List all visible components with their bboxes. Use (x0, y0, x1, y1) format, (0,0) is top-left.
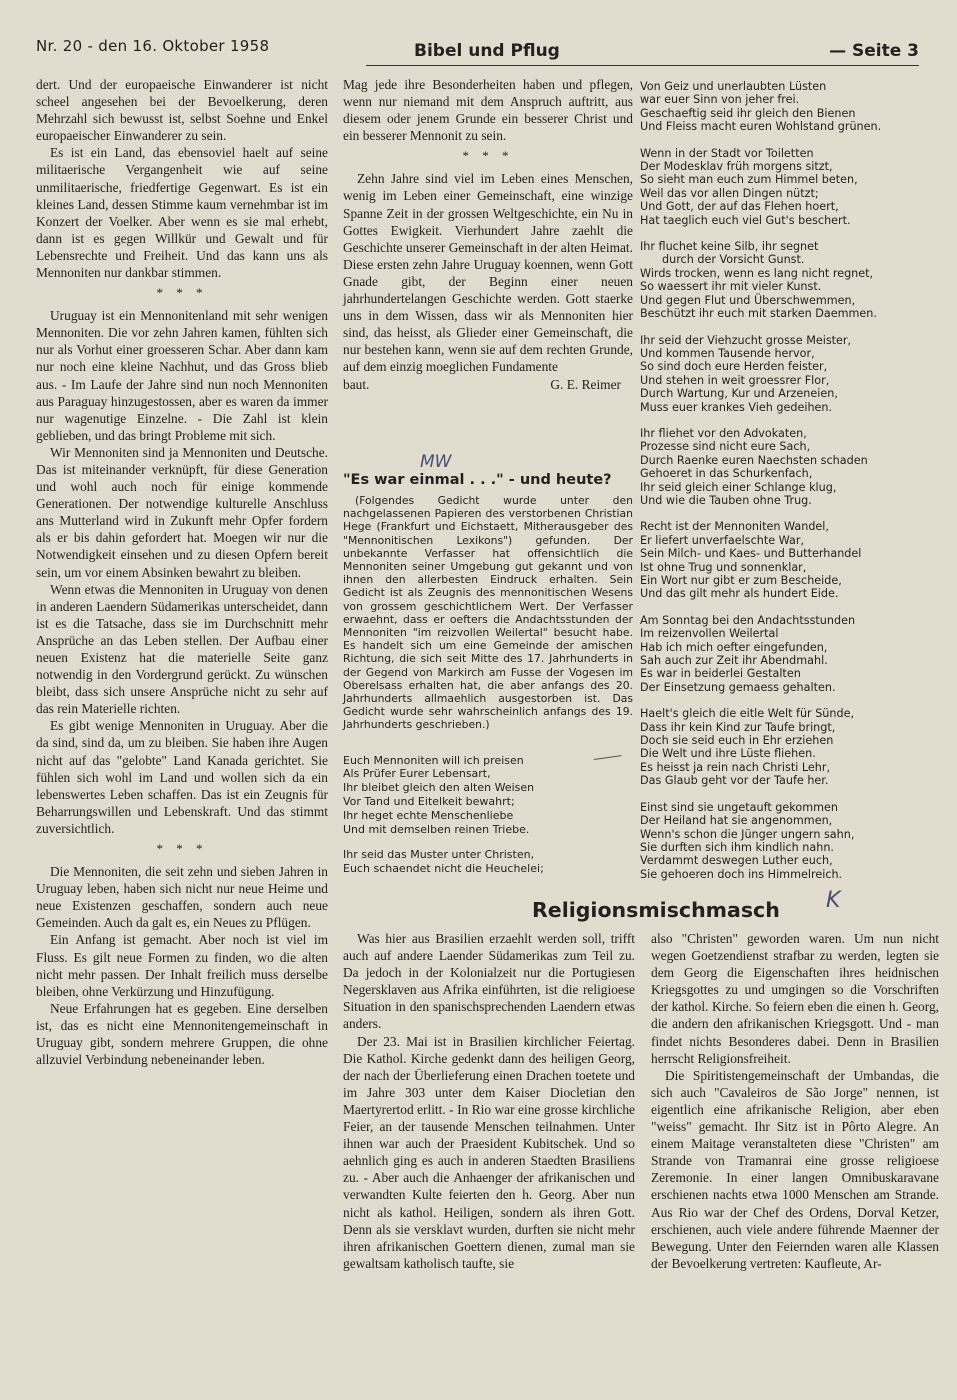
religion-article-right (651, 930, 939, 1272)
paragraph: Neue Erfahrungen hat es gegeben. Eine derselben ist, das es nicht eine Mennonitengemeinschaft in Uruguay gibt, sondern mehrere Gruppen, die ohne allzuviel Verbindung nebeneinander leben. (36, 1000, 328, 1068)
poem-line: Weil das vor allen Dingen nützt; (640, 186, 819, 200)
poem-line: Der Einsetzung gemaess gehalten. (640, 680, 836, 694)
poem-line: Ihr fliehet vor den Advokaten, (640, 426, 807, 440)
poem-line: Und Gott, der auf das Flehen hoert, (640, 200, 839, 214)
poem-line: Es heisst ja rein nach Christi Lehr, (640, 760, 831, 774)
poem-continuation (640, 80, 922, 894)
poem-line: Und Fleiss macht euren Wohlstand grünen. (640, 120, 882, 134)
poem-line: Sie gehoeren doch ins Himmelreich. (640, 867, 843, 881)
article-signature-row (343, 376, 633, 393)
poem-line: Einst sind sie ungetauft gekommen (640, 800, 838, 814)
poem-line: Prozesse sind nicht eure Sach, (640, 440, 811, 454)
paragraph: Es ist ein Land, das ebensoviel haelt auf seine militaerische Vergangenheit wie auf seine unmilitaerische, friedfertige Gegenwart. Es ist ein kleines Land, dessen Stimme kaum vernehmbar ist im Konzert der Voelker. Aber wenn es sie mal erhebt, dann ist es gegen Willkür und Gewalt und für Lebensrechte und Freiheit. Und das kann uns als Mennoniten nur dankbar stimmen. (36, 145, 328, 281)
paragraph: Der 23. Mai ist in Brasilien kirchlicher Feiertag. Die Kathol. Kirche gedenkt dann des heiligen Georg, der nach der Überlieferung einen Drachen toetete und im Jahre 303 unter dem Kaiser Diocletian den Maertyrertod erlitt. - In Rio war eine grosse kirchliche Feier, an der tausende Menschen teilnahmen. Unter ihnen war auch der Praesident Kubitschek. Und so aehnlich ging es auch in anderen Staedten Brasiliens zu. - Aber auch die Anhaenger der afrikanischen und verwandten Kulte feierten den h. Georg. Aber nun nicht als kathol. Heiligen, sondern als ihren Gott. Denn als sie versklavt wurden, durften sie nicht mehr ihren afrikanischen Goettern dienen, zumal man sie gewaltsam katholisch taufte, sie (343, 1033, 635, 1271)
poem-stanza (640, 147, 922, 227)
poem-line: Beschützt ihr euch mit starken Daemmen. (640, 307, 877, 321)
article-column-1 (36, 76, 328, 1068)
poem-stanza (640, 240, 922, 320)
poem-line: Und wie die Tauben ohne Trug. (640, 493, 812, 507)
poem-line: Die Welt und ihre Lüste fliehen. (640, 747, 816, 761)
poem-line: Ihr heget echte Menschenliebe (343, 808, 514, 822)
poem-line: Euch schaendet nicht die Heuchelei; (343, 862, 544, 876)
poem-stanza (343, 754, 633, 837)
poem-stanza (343, 848, 633, 876)
poem-line: Dass ihr kein Kind zur Taufe bringt, (640, 720, 836, 734)
poem-line: So sieht man euch zum Himmel beten, (640, 173, 858, 187)
poem-line: Durch Wartung, Kur und Arzeneien, (640, 387, 838, 401)
poem-line: Ihr seid gleich einer Schlange klug, (640, 480, 837, 494)
poem-line: Und das gilt mehr als hundert Eide. (640, 587, 839, 601)
poem-line: Ihr seid das Muster unter Christen, (343, 848, 535, 862)
handwritten-mark-mw: MW (420, 452, 452, 472)
poem-line: Und mit demselben reinen Triebe. (343, 822, 530, 836)
poem-line: Hab ich mich oefter eingefunden, (640, 640, 828, 654)
section-separator: * * * (156, 841, 208, 857)
newspaper-title: Bibel und Pflug (414, 41, 560, 61)
poem-line: So sind doch eure Herden feister, (640, 360, 828, 374)
poem-stanza (640, 707, 922, 787)
poem-line: Wenn in der Stadt vor Toiletten (640, 146, 814, 160)
paragraph: Zehn Jahre sind viel im Leben eines Menschen, wenig im Leben einer Gemeinschaft, eine winzige Spanne Zeit in der grossen Weltgeschichte, ein Nu in Gottes Ewigkeit. Vierhundert Jahre zaehlt die Geschichte unserer Gemeinschaft in der alten Heimat. Diese ersten zehn Jahre Uruguay koennen, wenn Gott Gnade gibt, der Beginn einer neuen jahrhundertelangen Geschichte werden. Gott staerke uns in dem Wissen, dass wir als Mennoniten hier sind, das heisst, als Glieder einer Gemeinschaft, die nur bestehen kann, wenn sie auf dem rechten Grunde, auf dem einzig moeglichen Fundamente (343, 171, 633, 375)
poem-line: Geschaeftig seid ihr gleich den Bienen (640, 106, 856, 120)
poem-stanza (640, 801, 922, 881)
page-header (36, 33, 919, 67)
poem-line: Sein Milch- und Kaes- und Butterhandel (640, 547, 862, 561)
poem-line: Im reizenvollen Weilertal (640, 627, 779, 641)
poem-line: Und gegen Flut und Überschwemmen, (640, 293, 856, 307)
poem-stanza (640, 80, 922, 134)
poem-line: Doch sie seid euch in Ehr erziehen (640, 734, 834, 748)
poem-line: Ihr fluchet keine Silb, ihr segnet (640, 240, 819, 254)
poem-line: Das Glaub geht vor der Taufe her. (640, 774, 829, 788)
poem-line: Als Prüfer Eurer Lebensart, (343, 767, 491, 781)
author-signature: G. E. Reimer (550, 376, 621, 392)
paragraph: dert. Und der europaeische Einwanderer ist nicht scheel angesehen bei der Bevoelkerung, deren Mehrzahl sich bewusst ist, selbst Soehne und Enkel europaeischer Einwanderer zu sein. (36, 77, 328, 144)
poem-line: war euer Sinn von jeher frei. (640, 93, 800, 107)
poem-introduction: (Folgendes Gedicht wurde unter den nachgelassenen Papieren des verstorbenen Christian Hege (Frankfurt und Eichstaett, Mitherausgeber des "Mennonitischen Lexikons") gefunden. Der unbekannte Verfasser hat offensichtlich die Mennoniten seiner Umgebung gut gekannt und von ihnen den allerbesten Eindruck erhalten. Sein Gedicht ist als Zeugnis des mennonitischen Wesens von grossem geschichtlichem Wert. Der Verfasser erwaehnt, dass er oefters die Andachtsstunden der Mennoniten "im reizvollen Weilertal" besucht habe. Es handelt sich um eine Gemeinde der amischen Richtung, die sich seit Mitte des 17. Jahrhunderts in der Gegend von Markirch am Fusse der Vogesen im Oberelsass erhalten hat, die aber anfangs des 20. Jahrhunderts allmaehlich ausgestorben ist. Das Gedicht wurde sehr wahrscheinlich anfangs des 19. Jahrhunderts geschrieben.) (343, 494, 633, 732)
paragraph: Wenn etwas die Mennoniten in Uruguay von denen in anderen Laendern Südamerikas unterscheidet, dann ist es die Tatsache, dass sie im Durchschnitt mehr Ansprüche an das Leben stellen. Der Aufbau einer neuen Existenz hat die materielle Seite ganz notwendig in den Vordergrund gerückt. Zu wünschen bleibt, dass sich unsere Ansprüche nicht zu sehr auf das rein Materielle richten. (36, 581, 328, 717)
poem-line: Sie durften sich ihm kindlich nahn. (640, 840, 834, 854)
paragraph: Mag jede ihre Besonderheiten haben und pflegen, wenn nur niemand mit dem Anspruch auftritt, aus diesem oder jenem Grunde ein besserer Christ und ein besserer Mennonit zu sein. (343, 77, 633, 144)
poem-line: Es war in beiderlei Gestalten (640, 667, 801, 681)
poem-line: Wenn's schon die Jünger ungern sahn, (640, 827, 855, 841)
closing-word: baut. (343, 376, 370, 392)
poem-line: Durch Raenke euren Naechsten schaden (640, 453, 868, 467)
religion-article-left (343, 930, 635, 1272)
article-column-2 (343, 76, 633, 393)
poem-line: Der Heiland hat sie angenommen, (640, 814, 833, 828)
poem-section (343, 470, 633, 888)
paragraph: Ein Anfang ist gemacht. Aber noch ist viel im Fluss. Es gilt neue Formen zu finden, wo die alten nicht mehr passen. Der Inhalt freilich muss derselbe bleiben, ohne Verkürzung und Hinzufügung. (36, 932, 328, 999)
paragraph: Es gibt wenige Mennoniten in Uruguay. Aber die da sind, sind da, um zu bleiben. Sie haben ihre Augen nicht auf das "gelobte" Land Kanada gerichtet. Sie fühlen sich wohl im Land und wollen sich da ein lebenswertes Leben schaffen. Das ist ein Zeugnis für Beharrungswillen und Lebenskraft. Und das stimmt zuversichtlich. (36, 718, 328, 836)
poem-line: Und kommen Tausende hervor, (640, 346, 815, 360)
section-separator: * * * (156, 285, 208, 301)
poem-line: Euch Mennoniten will ich preisen (343, 753, 524, 767)
poem-line: Sah auch zur Zeit ihr Abendmahl. (640, 654, 828, 668)
handwritten-mark-k: K (826, 888, 841, 913)
poem-line: Recht ist der Mennoniten Wandel, (640, 520, 829, 534)
paragraph: Die Spiritistengemeinschaft der Umbandas, die sich auch "Cavaleiros de São Jorge" nennen, ist eigentlich eine afrikanische Religion, aber eben "weiss" gemacht. Ihr Sitz ist in Pôrto Alegre. An einem Maitage veranstalteten diese "Christen" am Strande von Tramanrai eine grosse religioese Zeremonie. In einer langen Omnibuskaravane erschienen nachts etwa 1000 Menschen am Strande. Aus Rio war der Chef des Ordens, Dorval Ketzer, erschienen, auch viele andere führende Maenner der Bewegung. Unter den Feiernden waren alle Klassen der Bevoelkerung vertreten: Kaufleute, Ar- (651, 1067, 939, 1271)
section-separator: * * * (462, 148, 514, 164)
poem-line: Muss euer krankes Vieh gedeihen. (640, 400, 833, 414)
paragraph: Uruguay ist ein Mennonitenland mit sehr wenigen Mennoniten. Die vor zehn Jahren kamen, fühlten sich nur als Vorhut einer groesseren Schar. Aber dann kam nur noch eine kleine Nachhut, und das Gross blieb aus. - Im Laufe der Jahre sind nun noch Mennoniten aus Paraguay hinzugestossen, aber es waren da immer nur wagenutige Einzelne. - Die Zahl ist klein geblieben, und das bringt Probleme mit sich. (36, 308, 328, 443)
poem-line: Am Sonntag bei den Andachtsstunden (640, 613, 856, 627)
poem-stanza (640, 427, 922, 507)
header-rule (366, 65, 919, 66)
poem-line: Wirds trocken, wenn es lang nicht regnet, (640, 266, 874, 280)
paragraph: Was hier aus Brasilien erzaehlt werden soll, trifft auch auf andere Laender Südamerikas zum Teil zu. Da jedoch in der Kolonialzeit nur die Portugiesen Negersklaven aus Afrika einführten, ist die religioese Situation in den spanischsprechenden Laendern etwas anders. (343, 931, 635, 1032)
poem-stanza (640, 334, 922, 414)
issue-date: Nr. 20 - den 16. Oktober 1958 (36, 37, 270, 55)
poem-stanza (640, 614, 922, 694)
poem-stanza (640, 520, 922, 600)
poem-line: Ist ohne Trug und sonnenklar, (640, 560, 807, 574)
poem-line: Ein Wort nur gibt er zum Bescheide, (640, 574, 842, 587)
poem-line: Haelt's gleich die eitle Welt für Sünde, (640, 707, 855, 721)
poem-line: Hat taeglich euch viel Gut's beschert. (640, 213, 851, 227)
article-title-religion: Religionsmischmasch (532, 898, 780, 922)
poem-line: Von Geiz und unerlaubten Lüsten (640, 80, 827, 93)
poem-line: Gehoeret in das Schurkenfach, (640, 467, 813, 481)
poem-opening (343, 754, 633, 876)
poem-line: So waessert ihr mit vieler Kunst. (640, 280, 822, 294)
poem-line: Der Modesklav früh morgens sitzt, (640, 160, 833, 174)
page-number: — Seite 3 (829, 41, 919, 61)
poem-line: Ihr seid der Viehzucht grosse Meister, (640, 333, 852, 347)
poem-line: Und stehen in weit groessrer Flor, (640, 373, 830, 387)
poem-line: Ihr bleibet gleich den alten Weisen (343, 781, 535, 795)
paragraph: Die Mennoniten, die seit zehn und sieben Jahren in Uruguay leben, haben sich nicht nur neue Heime und neue Existenzen geschaffen, sondern auch neue Gemeinden. Auch da galt es, ein Neues zu Pflügen. (36, 864, 328, 931)
poem-line: durch der Vorsicht Gunst. (662, 253, 805, 267)
paragraph: Wir Mennoniten sind ja Mennoniten und Deutsche. Das ist miteinander verknüpft, für diese Generation und wohl auch noch für einige kommende Generationen. Der notwendige kulturelle Anschluss ans Mutterland wird in Zukunft mehr Opfer fordern als er bis dahin gefordert hat. Moegen wir nur die Notwendigkeit einsehen und zu diesen Opfern bereit sein, um vor einem Absinken bewahrt zu bleiben. (36, 444, 328, 580)
poem-line: Verdammt deswegen Luther euch, (640, 854, 833, 868)
paragraph: also "Christen" geworden waren. Um nun nicht wegen Goetzendienst strafbar zu werden, legten sie dem Georg die Eigenschaften ihres heidnischen Kriegsgottes zu und umgingen so die Vorschriften der kathol. Kirche. So feiern eben die einen h. Georg, die andern den afrikanischen Kriegsgott. Und - man findet nichts Besonderes dabei. Denn in Brasilien herrscht Religionsfreiheit. (651, 931, 939, 1066)
poem-line: Vor Tand und Eitelkeit bewahrt; (343, 795, 515, 809)
poem-title: "Es war einmal . . ." - und heute? (343, 472, 612, 488)
poem-line: Er liefert unverfaelschte War, (640, 533, 805, 547)
